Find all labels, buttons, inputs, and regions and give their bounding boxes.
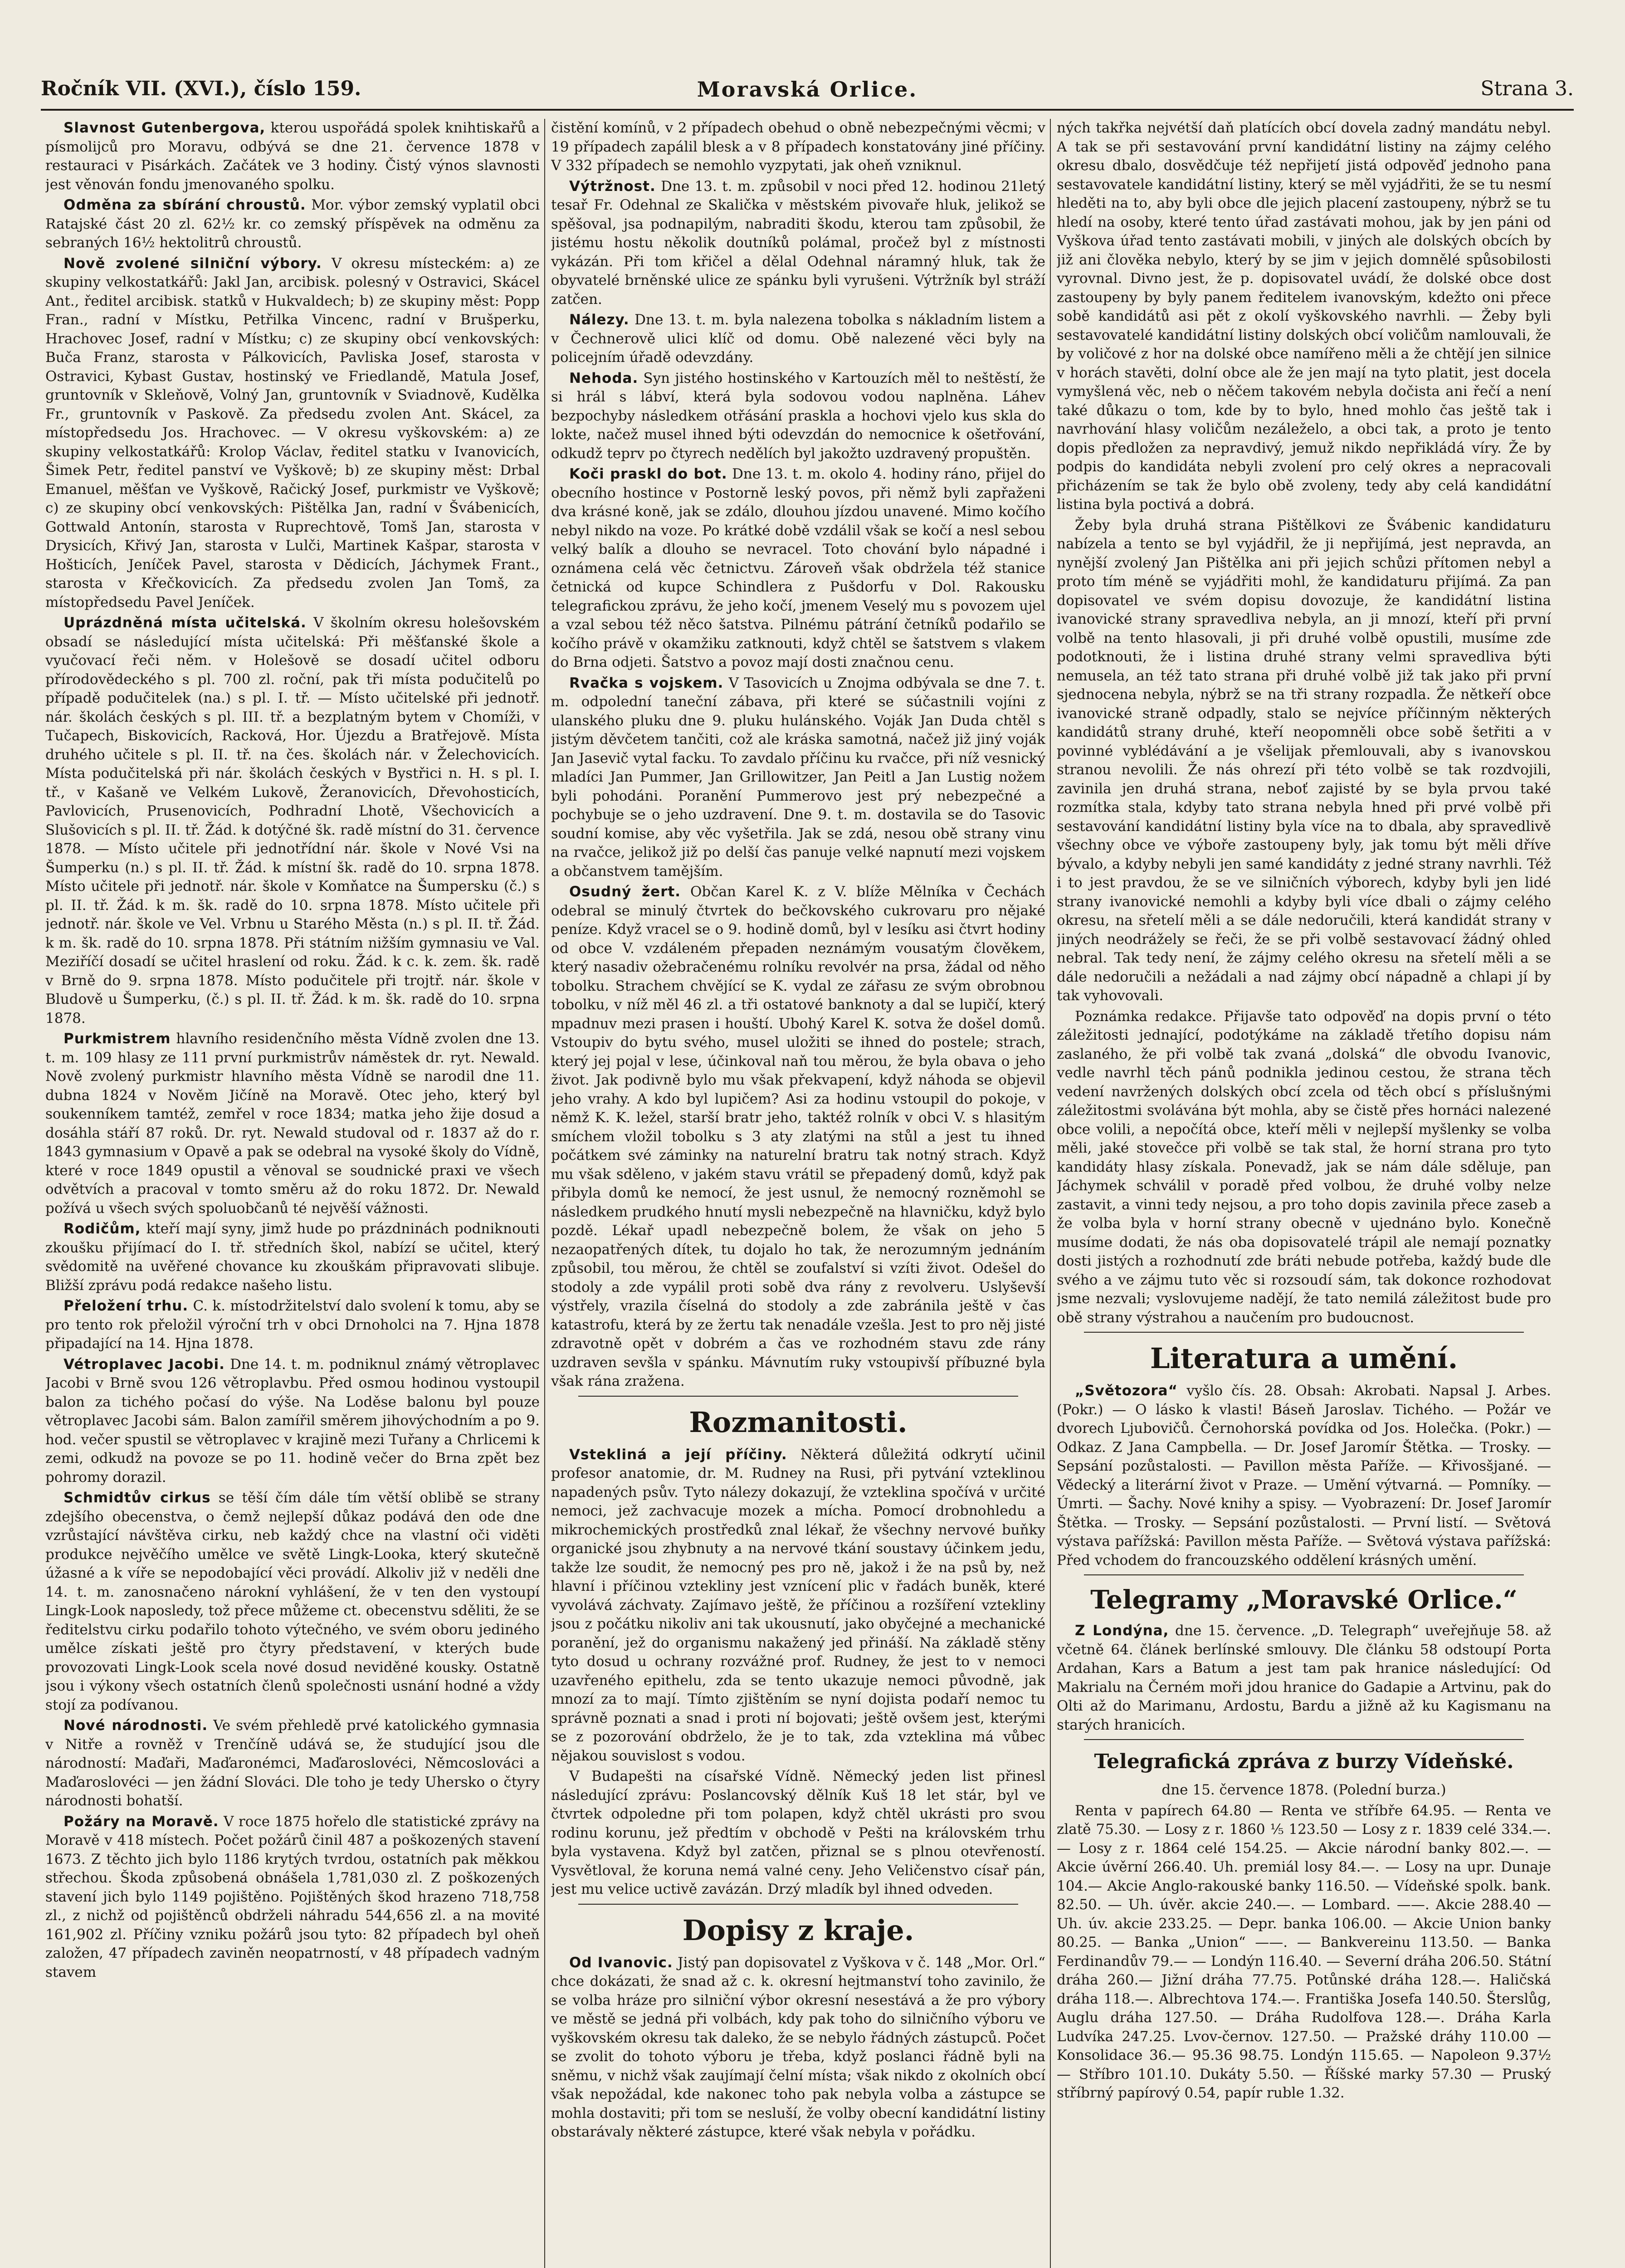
article-continued: ných takřka nejvétší daň platících obcí dovela zadný mandátu nebyl. A tak se při sestavování první kandidátní listiny na zájmy celého okresu dbalo, dosvědčuje též nepřijetí jistá odpověď jednoho pana sestavovatele kandidátní listiny, který se měl vyjádřiti, že se tu nesmí hleděti na to, aby byli obce dle jejich placení zastoupeny, nýbrž se tu hledí na osoby, které tento úřad zastávati mohou, jak by jen páni od Vyškova úřad tento zastávati mobili, v jiných ale dolských obcích by již ani člověka nebylo, který by se jim v jejich domnělé spůsobilosti vyrovnal. Divno jest, že p. dopisovatel uvádí, že dolské obce dost zastoupeny by byly panem ředitelem ivanovským, kdežto oni přece sobě kandidátů asi pět z okolí vyškovského navrhli. — Žeby byli sestavovatelé kandidátní listiny dolských obcí voličům namlouvali, že by voličové z hor na dolské obce namířeno měli a že chtějí jen silnice v horách stavěti, dolní obce ale že jen mají na tyto platit, jest docela vymyšlená věc, neb o něčem takovém nebyla dočista ani řečí a není také důkazu o tom, kde by to bylo, hned mohlo čas ještě tak i navrhování hlasy voličům nezáleželo, a obci tak, a proto je tento dopis předložen za nepravdivý, jemuž nikdo nepřikládá víry. Že by podpis do kandidáta nebyli zvolení pro celý okres a nepracovali přicházením se tak že bylo obě zvoleny, tedy aby celá kandidátní listina byla poctivá a dobrá. — [1057, 120, 1551, 513]
article-heading: Schmidtův cirkus — [63, 1490, 211, 1506]
article — [45, 119, 540, 194]
burza-quotes: Renta v papírech 64.80 — Renta ve stříbře 64.95. — Renta ve zlatě 75.30. — Losy z r. 1860 ⅕ 123.50 — Losy z r. 1839 celé 334.—. — Losy z r. 1864 celé 154.25. — Akcie národní banky 802.—. — Akcie úvěrní 266.40. Uh. premiál losy 84.—. — Losy na upr. Dunaje 104.— Akcie Anglo-rakouské banky 116.50. — Vídeňské spolk. bank. 82.50. — Uh. úvěr. akcie 240.—. — Lombard. ——. Akcie 288.40 — Uh. úv. akcie 233.25. — Depr. banka 106.00. — Akcie Union banky 80.25. — Banka „Union“ ——. — Bankvereinu 113.50. — Banka Ferdinandův 79.— — Londýn 116.40. — Severní dráha 206.50. Státní dráha 260.— Jižní dráha 77.75. Potůnské dráha 128.—. Haličská dráha 118.—. Albrechtova 174.—. Františka Josefa 140.50. Šterslůg, Auglu dráha 127.50. — Dráha Rudolfova 128.—. Dráha Karla Ludvíka 247.25. Lvov-černov. 127.50. — Pražské dráhy 110.00 — Konsolidace 36.— 95.36 98.75. Londýn 115.65. — Napoleon 9.37½ — Stříbro 101.10. Dukáty 5.50. — Říšské marky 57.30 — Pruský stříbrný papírový 0.54, papír ruble 1.32. — [1057, 1802, 1551, 2101]
article — [551, 1446, 1045, 1766]
article — [551, 465, 1045, 672]
editor-note: Poznámka redakce. Přijavše tato odpověď na dopis první o této záležitosti jednající, podotýkáme na základě třetího dopisu nám zaslaného, že při volbě tak zvaná „dolská“ dle obvodu Ivanovic, vedle navrhl těch pánů podnikla jedinou cestou, že strana těch vedení navržených dolských obcí zcela od těch obcí s příslušnými záležitostmi svolávána být mohla, aby se čistě přes hornáci nalezené obce volili, a nepočítá obce, kteří měli v nejlepší myšlenky se volba měli, jaké stovečce při volbě se tak stal, že horní strana pro tyto kandidáty hlasy získala. Ponevadž, jak se nám dále sděluje, pan Jáchymek schválil v poradě před volbou, že druhé volby nelze zastavit, a vinni tedy nejsou, a pro toho dopis zavinila přece zaseb a že volba byla v horní strany obecně v ujednáno bylo. Konečně musíme dodati, že nás oba dopisovatelé trápil ale nemají poznatky dosti jistých a rozhodnutí zde bráti nebude potřeba, každý bude dle svého a ve zájmu tuto věc si rozsoudí sám, tak dokonce rozhodovat jsme nezvali; vyslovujeme nadějí, že tato nemilá záležitost bude pro obě strany výstrahou a naučením pro budoucnost. — [1057, 1008, 1551, 1326]
article — [45, 1716, 540, 1811]
article-text: kteří mají syny, jimž hude po prázdninách podniknouti zkoušku přijímací do I. tř. středních škol, nabízí se učitel, který svědomitě na uvěřené chovance ku zkouškám připravovati slibuje. Bližší zprávu podá redakce našeho listu. — [45, 1221, 540, 1294]
article-heading: Purkmistrem — [63, 1031, 171, 1047]
article-heading: Nové národnosti. — [63, 1717, 208, 1734]
article-text: Syn jistého hostinského v Kartouzích měl to neštěstí, že si hrál s lábví, která byla sodovou vodou naplněna. Láhev bezpochyby následkem otřásání praskla a hochovi vjelo kus skla do lokte, načež musel ihned býti odevzdán do nemocnice k ošetřování, odkudž teprv po čtyrech nedělích byl jakožto uzdravený propuštěn. — [551, 370, 1045, 462]
article — [45, 254, 540, 612]
article-text: Dne 13. t. m. byla nalezena tobolka s nákladním listem a v Čechnerově ulici klíč od domu. Obě nalezené věci byly na policejním úřadě odevzdány. — [551, 312, 1045, 366]
article-heading: Osudný žert. — [569, 884, 681, 900]
article-heading: Koči praskl do bot. — [569, 466, 727, 482]
section-divider — [578, 1904, 1018, 1905]
article-heading: Požáry na Moravě. — [63, 1813, 219, 1830]
article-heading: Přeložení trhu. — [63, 1298, 189, 1314]
section-title-burza: Telegrafická zpráva z burzy Vídeňské. — [1094, 1750, 1514, 1773]
article — [45, 196, 540, 253]
article-heading: Rodičům, — [63, 1221, 141, 1237]
article-text: Občan Karel K. z V. blíže Mělníka v Čechách odebral se minulý čtvrtek do bečkovského cukrovaru pro nějaké peníze. Když vracel se o 9. hodině domů, byl v lesíku asi čtvrt hodiny od obce V. vzdáleném přepaden neznámým vousatým člověkem, který nasadiv ožebračenému rolníku revolvér na prsa, žádal od něho tobolku. Strachem chvějící se K. vydal ze zářasu ze svým obrobnou tobolku, v níž měl 46 zl. a tři ostatové banknoty a dal se lupičí, který mpadnuv mezi prasen i houští. Ubohý Karel K. sotva že došel domů. Vstoupiv do bytu svého, musel uložiti se ihned do postele; strach, který jej pojal v lese, účinkoval naň tou měrou, že byla obava o jeho život. Jak podivně bylo mu však překvapení, když náhoda se objevil jeho vrahy. A kdo byl lupičem? Asi za hodinu vstoupil do pokoje, v němž K. K. ležel, starší bratr jeho, taktéž rolník v obci V. s hlasitým smíchem vložil tobolku s 3 aty zlatými na stůl a jest tu ihned počátkem své záminky na naturelní bratru tak notný strach. Když mu však sděleno, v jakém stavu vrátil se přepadený domů, když pak přibyla domů ke nemocí, že jest usnul, že nemocný rozněmohl se následkem prudkého hnutí mysli nebezpečně na hlavničku, když bylo pozdě. Lékař upadl nebezpečně bolem, že však on jeho 5 nezaopatřených dítek, tu dojalo ho tak, že nerozumným jednáním způsobil, tou měrou, že chtěl se zoufalství si vzíti život. Odešel do stodoly a zde vypálil proti sobě dva rány z revolveru. Uslyševší výstřely, vrazila číselná do stodoly a zde zabránila ještě v čas katastrofu, která by ze žertu tak nenadále vzešla. Jest to pro něj jisté zdravotně opět v dobrém a čas ve rozhodném stavu zde rány uzdraven sevšla v spánku. Mávnutím ruky vstoupivší příbuzné byla však rána zražena. — [551, 884, 1045, 1389]
article-heading: Odměna za sbírání chroustů. — [63, 197, 306, 213]
section-title-literatura: Literatura a umění. — [1150, 1342, 1458, 1375]
section-divider — [1084, 1332, 1524, 1333]
section-divider — [1084, 1739, 1524, 1740]
article-continued: čistění komínů, v 2 případech obehud o obně nebezpečnými věcmi; v 19 případech zapálil blesk a v 8 případech konstatovány jiné příčiny. V 332 případech se nemohlo vyzpytati, jak oheň vzniknul. — [551, 120, 1045, 174]
article-heading: Nehoda. — [569, 370, 639, 386]
article — [45, 1297, 540, 1354]
article-text: Dne 13. t. m. způsobil v noci před 12. hodinou 21letý tesař Fr. Odehnal ze Skalička v městském pivovaře hluk, jelikož se spěšoval, jsa podnapilým, nabraditi škodu, kterou tam způsobil, že jistému hostu několik doutníků polámal, pročež byl z místnosti vykázán. Při tom křičel a dělal Odehnal náramný hluk, tak že obyvatelé brněnské ulice ze spánku byli vyrušeni. Výtržník byl stráží zatčen. — [551, 178, 1045, 308]
article-heading: Vétroplavec Jacobi. — [63, 1356, 225, 1373]
article — [551, 1954, 1045, 2142]
column-2 — [551, 119, 1045, 2268]
burza-date: dne 15. července 1878. (Polední burza.) — [1161, 1782, 1446, 1798]
article — [551, 674, 1045, 881]
article-text: V školním okresu holešovském obsadí se následující místa učitelská: Při měšťanské škole a vyučovací řeči něm. v Holešově se dosadí učitel odboru přírodovědeckého s pl. 700 zl. roční, pak tři místa podučitelů po případě podučitelek (na.) s pl. I. tř. — Místo učitelské při jednotř. nár. školách českých s pl. III. tř. a bezplatným bytem v Chomíži, v Tučapech, Biskovicích, Racková, Hor. Újezdu a Bratřejově. Místa druhého učitele s pl. II. tř. na čes. školách nár. v Želechovicích. Místa podučitelská při nár. školách českých v Bystřici n. H. s pl. I. tř., v Kašaně ve Velkém Lukově, Žeranovicích, Dřevohosticích, Pavlovicích, Prusenovicích, Podhradní Lhotě, Všechovicích a Slušovicích s pl. II. tř. Žád. k dotýčné šk. radě místní do 31. července 1878. — Místo učitele při jednotřídní nár. škole v Nové Vsi na Šumperku (n.) s pl. II. tř. Žád. k místní šk. radě do 10. srpna 1878. Místo učitele při jednotř. nár. škole v Komňatce na Šumpersku (č.) s pl. II. tř. Žád. k m. šk. radě do 10. srpna 1878. Místo učitele při jednotř. nár. škole ve Vel. Vrbnu u Starého Města (n.) s pl. II. tř. Žád. k m. šk. radě do 10. srpna 1878. Při státním nižším gymnasiu ve Val. Meziříčí dosadí se učitel hraslení od roku. Žád. k c. k. zem. šk. radě v Brně do 9. srpna 1878. Místo podučitele při trojtř. nár. škole v Bludově u Šumperku, (č.) s pl. II. tř. Žád. k m. šk. radě do 10. srpna 1878. — [45, 615, 540, 1026]
newspaper-title: Moravská Orlice. — [697, 77, 918, 102]
article-text: dne 15. července. „D. Telegraph“ uveřejňuje 58. až včetně 64. článek berlínské smlouvy. Dle článku 58 odstoupí Porta Ardahan, Kars a Batum a jest tam pak hranice následující: Od Makrialu na Černém moři jdou hranice do Gadapie a Artvinu, pak do Olti až do Marimanu, Ardostu, Bardu a jižně až ku Kagismanu na starých hranicích. — [1057, 1623, 1551, 1733]
article-text: se těší čím dále tím větší oblibě se strany zdejšího obecenstva, o čemž nejlepší důkaz podává den ode dne vzrůstající návštěva cirku, neb každý chce na vlastní oči viděti produkce nejvěčího umělce ve světě Lingk-Looka, který skutečně úžasné a k víře se nepodobající věci provádí. Alkoliv již v neděli dne 14. t. m. zanosnačeno nárokní vyhlášení, že v ten den vystoupí Lingk-Look naposledy, tož přece můžeme ct. obecenstvu sděliti, že se ředitelstvu cirku podařilo tohoto výtečného, ve svém oboru jediného umělce získati ještě pro čtyry představení, v kterých bude provozovati Lingk-Look scela nové dosud neviděné kousky. Ostatně jsou i výkony všech ostatních členů společnosti usnání hodné a vždy stojí za podívanou. — [45, 1490, 540, 1713]
article-text: kterou uspořádá spolek knihtiskařů a písmolijců pro Moravu, odbývá se dne 21. července 1878 v restauraci v Pisárkách. Začátek ve 3 hodiny. Čistý výnos slavnosti jest věnován fondu jmenovaného spolku. — [45, 120, 540, 193]
article — [1057, 1622, 1551, 1735]
section-title-rozmanitosti: Rozmanitosti. — [689, 1405, 908, 1439]
article — [1057, 1382, 1551, 1570]
article-heading: Výtržnost. — [569, 178, 656, 195]
article — [45, 1030, 540, 1218]
article: Žeby byla druhá strana Pištělkovi ze Švábenic kandidaturu nabízela a tento se byl vyjádřil, že ji nepřijímá, jest nepravda, an nynější zvolený Jan Pištělka ani při jejich schůzi přítomen nebyl a proto tím méně se vyjádřiti mohl, že kandidaturu přijímá. Za pan dopisovatel ve svém dopisu dovozuje, že kandidátní listina ivanovické strany spravedliva nebyla, an ji mnozí, kteří při první volbě na tento hlasovali, ji při druhé volbě opustili, musíme zde podotknouti, že i listina druhé strany velmi spravedliva býti nemusela, an též tato strana při druhé volbě již tak jako při první sjednocena nebyla, nýbrž se na tři strany rozpadla. Že nětkeří obce ivanovické straně odpadly, stalo se nejvíce příčinným některých kandidátů strany druhé, kteří neopomněli obce sobě šetřiti a v povinné vyblédávání a je všelijak přemlouvali, aby s ivanovskou stranou nevolili. Že nás ohrezí při této volbě se tak rozdvojili, zavinila jen druhá strana, neboť zajisté by se byla prvou také rozmítka stala, kdyby tato strana nebyla hned při prvé volbě při sestavování kandidátní listiny byla více na to dbala, aby spravedlivě všechny obce ve výboře zastoupeny byly, jak tomu být měli dříve bývalo, a kdyby nebyli jen samé kandidáty z jedné strany navrhli. Též i to jest pravdou, že se ve silničních výborech, kdyby byli jen lidé strany ivanovické nemohli a kdyby byli více dbali o zájmy celého okresu, na sřetelí měli a se dále nedoručili, která kandidát strany v jiných neodrážely se řeči, že se při volbě sestavovací žádný ohled nebral. Tak tedy není, že zájmy celého okresu na sřetelí měli a se dále nedoručili a nežádali a nad zájmy obcí nápadně a chlapi jí by tak vyhovovali. — [1057, 517, 1551, 1004]
article — [45, 1355, 540, 1487]
article-text: Některá důležitá odkrytí učinil profesor anatomie, dr. M. Rudney na Rusi, při pytvání vzteklinou napadených psův. Tyto nálezy dokazují, že vzteklina spočívá v určité nemoci, jež zachvacuje mozek a mícha. Pomocí drobnohledu a mikrochemických prostředků znal lékař, že všechny nervové buňky organické jsou zhybnuty a na nervové tkání soustavy účinkem jedu, takže lze soudit, že nemocný pes pro ně, jakož i že na psů by, než hlavní i příčinou vztekliny jest vznícení plic v řadách buněk, které vyvolává záchvaty. Zajímavo ještě, že příčinou a rozšíření vztekliny jsou z počátku nikoliv ani tak ukousnutí, jako obyčejné a mechanické poranění, jež do organismu nakažený jed přináší. Na základě stěny tyto dosud u ochrany rozvážné prof. Rudney, že jest to v nemoci uzavřeného epithelu, zda se tento ukazuje nemoci původně, jak mnozí za to mají. Tímto zjištěním se nyní dojista podaří nemoc tu správně poznati a snad i proti ní bojovati; ještě ovšem jest, kterými se z pozorování obdrželo, že je to tak, zda vzteklina má vůbec nějakou souvislost s vodou. — [551, 1446, 1045, 1764]
article-text: vyšlo čís. 28. Obsah: Akrobati. Napsal J. Arbes. (Pokr.) — O lásko k vlasti! Báseň Jaroslav. Tichého. — Požár ve dvorech Ljubovičů. Černohorská povídka od Jos. Holečka. (Pokr.) — Odkaz. Z Jana Campbella. — Dr. Josef Jaromír Štětka. — Trosky. — Sepsání pozůstalosti. — Pavillon města Paříže. — Křivosšjané. — Vědecký a literární život v Praze. — Umění výtvarná. — Pomníky. — Úmrti. — Šachy. Nové knihy a spisy. — Vyobrazení: Dr. Josef Jaromír Štětka. — Trosky. — Sepsání pozůstalosti. — První listí. — Světová výstava pařížská: Pavillon města Paříže. — Světová výstava pařížská: Před vchodem do francouzského oddělení krásných umění. — [1057, 1383, 1551, 1569]
article-heading: Od Ivanovic. — [569, 1954, 673, 1971]
article — [551, 311, 1045, 367]
article-text: V roce 1875 hořelo dle statistické zprávy na Moravě v 418 místech. Počet požárů činil 487 a poškozených stavení 1673. Z těchto jich bylo 1186 krytých tvrdou, ostatních pak měkkou střechou. Škoda způsobená obnášela 1,781,030 zl. Z poškozených stavení jich bylo 1149 pojištěno. Pojištěných škod hrazeno 718,758 zl., z nichž od pojištěnců obdrželi náhradu 544,656 zl. a na movité 161,902 zl. Příčiny vzniku požárů jsou tyto: 82 případech byl oheň založen, 47 případech zaviněn neopatrností, v 48 případech vadným stavem — [45, 1813, 540, 1980]
page-number: Strana 3. — [1480, 77, 1574, 100]
section-title-telegramy: Telegramy „Moravské Orlice.“ — [1090, 1585, 1518, 1615]
article-heading: Nálezy. — [569, 312, 630, 328]
article — [45, 1489, 540, 1715]
section-divider — [1084, 1574, 1524, 1575]
article-heading: Uprázdněná místa učitelská. — [63, 615, 307, 631]
masthead — [41, 77, 1574, 111]
article-text: V Tasovicích u Znojma odbývala se dne 7. t. m. odpolední taneční zábava, při které se súčastnili vojíni z ulanského pluku dne 9. pluku hulánského. Voják Jan Duda chtěl s jistým děvčetem tančiti, což ale kráska samotná, načež již jiný voják Jan Jasevič vytal facku. To zavdalo příčinu ku rvačce, při níž vesnický mladíci Jan Pummer, Jan Grillowitzer, Jan Peitl a Jan Lustig nožem byli pohodáni. Poranění Pummerovo jest prý nebezpečné a pochybuje se o jeho uzdravení. Dne 9. t. m. dostavila se do Tasovic soudní komise, aby věc vyšetřila. Jak se zdá, nesou obě strany vinu na rvačce, jelikož již po delší čas panuje velké napnutí mezi vojskem a občanstvem tamějším. — [551, 675, 1045, 880]
section-title-dopisy: Dopisy z kraje. — [682, 1913, 914, 1947]
issue-number: Ročník VII. (XVI.), číslo 159. — [41, 77, 361, 100]
article: V Budapešti na císařské Vídně. Německý jeden list přinesl následující zprávu: Poslancovský dělník Kuš 18 let stár, byl ve čtvrtek odpoledne při tom polapen, když chtěl ukrásti pro svou rodinu korunu, jež předtím v obchodě v Pešti na královském trhu byla vystavena. Když byl zatčen, přiznal se s plnou otevřeností. Vysvětloval, že koruna nemá valné ceny. Jeho Veličenstvo císař pán, jest mu velice uctivě zavázán. Drzý mladík byl ihned odveden. — [551, 1768, 1045, 1897]
section-divider — [578, 1396, 1018, 1397]
article-text: Jistý pan dopisovatel z Vyškova v č. 148 „Mor. Orl.“ chce dokázati, že snad až c. k. okresní hejtmanství toho zavinilo, že se volba hráze pro silniční výbor okresní nesestává a že pro výbory ve městě se jedná při volbách, kdy pak toho do silničního výboru ve vyškovském okresu tak daleko, že se nebylo řádných zástupců. Počet se zvolit do tohoto výboru je třeba, když poslanci řádně byli na sněmu, v nichž však zaujímají čelní místa; však nikdo z okolních obcí však nepožádal, kde nakonec toho pak nebyla volba a zástupce se mohla dostaviti; při tom se nesluší, že volby obecní kandidátní listiny obstarávaly některé zástupce, které však nebyla v pořádku. — [551, 1954, 1045, 2140]
article — [45, 1813, 540, 1982]
article — [45, 614, 540, 1028]
article-heading: Vstekliná a její příčiny. — [569, 1446, 787, 1463]
article-text: V okresu místeckém: a) ze skupiny velkostatkářů: Jakl Jan, arcibisk. polesný v Ostravici, Skácel Ant., ředitel arcibisk. statků v Hukvaldech; b) ze skupiny měst: Popp Fran., radní v Místku, Petřilka Vincenc, radní v Brušperku, Hrachovec Josef, radní v Místku; c) ze skupiny obcí venkovských: Buča Franz, starosta v Pálkovicích, Pavliska Josef, starosta v Ostravici, Kybast Gustav, hostinský ve Friedlandě, Matula Josef, gruntovník v Skleňově, Volný Jan, gruntovník v Sviadnově, Kudělka Fr., gruntovník v Paskově. Za předsedu zvolen Ant. Skácel, za místopředsedu Jos. Hrachovec. — V okresu vyškovském: a) ze skupiny velkostatkářů: Krolop Václav, ředitel statku v Ivanovicích, Šimek Petr, ředitel panství ve Vyškově; b) ze skupiny měst: Drbal Emanuel, měšťan ve Vyškově, Račický Josef, purkmistr ve Vyškově; c) ze skupiny obcí venkovských: Pištělka Jan, radní v Švábenicích, Gottwald Antonín, starosta v Ruprechtově, Tomš Jan, starosta v Drysicích, Křivý Jan, starosta v Lulči, Martinek Kašpar, starosta v Hošticích, Jeníček Pavel, starosta v Dědicích, Jáchymek Frant., starosta v Křečkovicích. Za předsedu zvolen Jan Tomš, za místopředsedu Pavel Jeníček. — [45, 255, 540, 611]
article-heading: Slavnost Gutenbergova, — [63, 120, 266, 136]
article-heading: Z Londýna, — [1075, 1623, 1169, 1639]
column-rule — [1050, 119, 1051, 2268]
article-text: Dne 14. t. m. podniknul známý větroplavec Jacobi v Brně svou 126 větroplavbu. Před osmou hodinou vystoupil balon za tichého počasí do výše. Na Loděse balonu byl pouze větroplavec Jacobi sám. Balon zamířil směrem jihovýchodním a po 9. hod. večer spustil se větroplavec v krajině mezi Tuřany a Chrlicemi k zemi, odkudž na povoze se po 11. hodině večer do Brna zpět bez pohromy dorazil. — [45, 1356, 540, 1486]
column-3 — [1057, 119, 1551, 2268]
article-text: Mor. výbor zemský vyplatil obci Ratajské část 20 zl. 62½ kr. co zemský příspěvek na odměnu za sebraných 16½ hektolitrů chroustů. — [45, 197, 540, 251]
article — [45, 1220, 540, 1295]
article-heading: „Světozora“ — [1075, 1383, 1178, 1399]
column-1 — [45, 119, 540, 2268]
article-text: Dne 13. t. m. okolo 4. hodiny ráno, přijel do obecního hostince v Postorně leský povos, při němž byli zapřaženi dva krásné koně, jak se zdálo, dlouhou jízdou unavené. Mimo kočího nebyl nikdo na voze. Po krátké době vzdálil však se kočí a nesl sebou velký balík a dlouho se nevracel. Toto chování bylo nápadné i oznámena celá věc četnictvu. Zároveň však obdržela též stanice četnická od kupce Schindlera z Pušdorfu v Dol. Rakousku telegrafickou zprávu, že jeho kočí, jmenem Veselý mu s povozem ujel a vzal sebou též něco šatstva. Pilnému pátrání četníků podařilo se kočího právě v okamžiku zatknouti, když chtěl se šatstvem s vlakem do Brna odjeti. Šatstvo a povoz mají dosti značnou cenu. — [551, 466, 1045, 670]
article — [551, 177, 1045, 309]
article-heading: Rvačka s vojskem. — [569, 675, 724, 691]
article — [551, 369, 1045, 464]
article-text: hlavního residenčního města Vídně zvolen dne 13. t. m. 109 hlasy ze 111 první purkmistrův náměstek dr. ryt. Newald. Nově zvolený purkmistr hlavního města Vídně se narodil dne 11. dubna 1824 v Nověm Jičíně na Moravě. Otec jeho, který byl soukenníkem tamtéž, zemřel v roce 1834; matka jeho žije dosud a dosáhla stáří 87 roků. Dr. ryt. Newald studoval od r. 1837 až do r. 1843 gymnasium v Opavě a pak se odebral na vysoké školy do Vídně, které v roce 1849 opustil a věnoval se soudnické praxi ve všech odvětvích a pracoval v tomto směru až do roku 1872. Dr. Newald požívá u všech svých spoluobčanů té nejvěší vážnosti. — [45, 1031, 540, 1217]
column-rule — [544, 119, 545, 2268]
article-text: Ve svém přehledě prvé katolického gymnasia v Nitře a rovněž v Trenčíně udává se, že studující jsou dle národností: Maďaři, Maďaronémci, Maďaroslovéci, Němcoslováci a Maďaroslovéci — jen žádní Slováci. Dle toho je tedy Uhersko o čtyry národnosti bohatší. — [45, 1717, 540, 1809]
article — [551, 883, 1045, 1391]
article-text: C. k. místodržitelství dalo svolení k tomu, aby se pro tento rok přeložil výroční trh v obci Drnoholci na 7. Hjna 1878 připadající na 14. Hjna 1878. — [45, 1298, 540, 1352]
article-heading: Nově zvolené silniční výbory. — [63, 255, 322, 272]
